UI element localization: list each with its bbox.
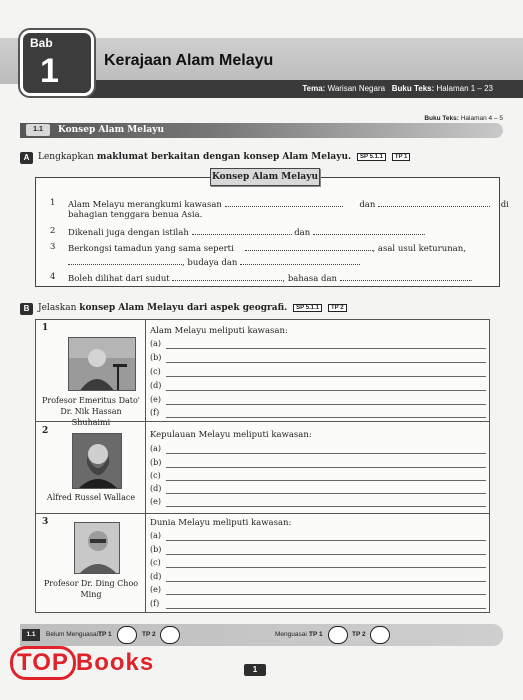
caption-line: Profesor Emeritus Dato' — [42, 396, 140, 405]
caption-line: Ming — [80, 590, 102, 599]
option-label: (a) — [150, 444, 162, 453]
textbook-reference — [424, 115, 503, 122]
q4-text-a: Boleh dilihat dari sudut — [68, 274, 170, 284]
tp2-label — [352, 631, 366, 638]
portrait-caption — [40, 578, 142, 600]
option-label: (c) — [150, 558, 161, 567]
tp2-checkbox[interactable] — [160, 626, 180, 644]
tp1-checkbox[interactable] — [328, 626, 348, 644]
q3-text-d: . — [358, 258, 361, 268]
option-label: (c) — [150, 471, 161, 480]
option-label: (b) — [150, 545, 162, 554]
option-label: (c) — [150, 367, 161, 376]
chapter-number: 1 — [40, 52, 59, 90]
answer-line[interactable] — [166, 567, 486, 568]
answer-blank[interactable] — [240, 256, 358, 265]
sp-tag: SP 5.1.1 — [357, 153, 386, 161]
portrait-image-icon — [73, 434, 122, 489]
portrait-caption — [40, 492, 142, 503]
sp-tag: SP 5.1.1 — [293, 304, 322, 312]
q1-text-a: Alam Melayu merangkumi kawasan — [68, 200, 222, 210]
answer-line[interactable] — [166, 506, 486, 507]
row-number: 2 — [42, 426, 49, 436]
tp2-text: TP 2 — [142, 631, 156, 638]
portrait-image-icon — [69, 338, 136, 391]
option-label: (e) — [150, 395, 161, 404]
q3-text-a: Berkongsi tamadun yang sama seperti — [68, 244, 234, 254]
caption-line: Alfred Russel Wallace — [46, 493, 136, 502]
tp2-label — [142, 631, 156, 638]
concept-box-title: Konsep Alam Melayu — [210, 168, 320, 186]
q3-text-c: , budaya dan — [182, 258, 238, 268]
answer-blank[interactable] — [313, 226, 423, 235]
caption-line: Dr. Nik Hassan Shuhaimi — [60, 407, 122, 427]
question-1-line-1 — [68, 198, 509, 210]
option-label: (b) — [150, 353, 162, 362]
section-a-instr-bold: maklumat berkaitan dengan konsep Alam Melayu. — [96, 152, 352, 162]
question-number: 4 — [50, 272, 56, 282]
row-heading: Alam Melayu meliputi kawasan: — [150, 326, 288, 336]
row-heading: Dunia Melayu meliputi kawasan: — [150, 518, 292, 528]
not-mastered-label: Belum Menguasai : — [46, 631, 102, 638]
question-number: 1 — [50, 198, 56, 208]
option-label: (b) — [150, 458, 162, 467]
option-label: (f) — [150, 408, 160, 417]
option-label: (d) — [150, 381, 162, 390]
section-b-instr-bold: konsep Alam Melayu dari aspek geografi. — [79, 303, 288, 313]
portrait-caption — [40, 395, 142, 428]
question-3-line-1 — [68, 242, 466, 254]
question-4-line — [68, 272, 472, 284]
portrait-image-icon — [75, 523, 120, 574]
answer-line[interactable] — [166, 493, 486, 494]
section-a-instruction — [38, 152, 410, 162]
section-b-instr-pre: Jelaskan — [38, 303, 80, 313]
tema-value: Warisan Negara — [327, 84, 386, 93]
option-label: (a) — [150, 339, 162, 348]
row-number: 1 — [42, 323, 49, 333]
section-b-label: B — [20, 303, 33, 315]
answer-line[interactable] — [166, 594, 486, 595]
buku-value: Halaman 1 – 23 — [436, 84, 493, 93]
caption-line: Profesor Dr. Ding Choo — [43, 579, 139, 588]
tp-tag: TP 1 — [392, 153, 411, 161]
tema-label: Tema: — [302, 84, 326, 93]
buku-label: Buku Teks: — [391, 84, 435, 93]
tp1-text: TP 1 — [309, 631, 323, 638]
q1-text-c: di — [500, 200, 509, 210]
mastery-section-number: 1.1 — [22, 629, 40, 641]
tp-tag: TP 2 — [328, 304, 347, 312]
page-number: 1 — [244, 664, 266, 676]
question-number: 2 — [50, 226, 56, 236]
answer-line[interactable] — [166, 467, 486, 468]
portrait-photo — [74, 522, 120, 574]
tp1-label — [98, 631, 112, 638]
q2-text-b: dan — [294, 228, 311, 238]
answer-line[interactable] — [166, 453, 486, 454]
option-label: (e) — [150, 497, 161, 506]
answer-line[interactable] — [166, 390, 486, 391]
answer-blank[interactable] — [192, 226, 292, 235]
topbooks-logo — [10, 646, 154, 680]
tp1-text: TP 1 — [98, 631, 112, 638]
answer-line[interactable] — [166, 362, 486, 363]
row-number: 3 — [42, 517, 49, 527]
q4-text-c: . — [469, 274, 473, 284]
logo-top: TOP — [10, 646, 76, 680]
ref-value: Halaman 4 – 5 — [460, 115, 503, 122]
section-a-label: A — [20, 152, 33, 164]
answer-line[interactable] — [166, 376, 486, 377]
logo-books: Books — [75, 649, 155, 676]
tp2-checkbox[interactable] — [370, 626, 390, 644]
q1-text-b: dan — [359, 200, 376, 210]
q4-text-b: , bahasa dan — [282, 274, 337, 284]
question-3-line-2 — [68, 256, 361, 268]
chapter-theme — [302, 84, 493, 93]
ref-label: Buku Teks: — [424, 115, 459, 122]
q2-text-c: . — [422, 228, 426, 238]
answer-blank[interactable] — [225, 198, 343, 207]
answer-blank[interactable] — [340, 272, 470, 281]
answer-line[interactable] — [166, 608, 486, 609]
portrait-photo — [68, 337, 136, 391]
tp2-text: TP 2 — [352, 631, 366, 638]
subsection-number: 1.1 — [26, 124, 50, 136]
question-number: 3 — [50, 242, 56, 252]
row-heading: Kepulauan Melayu meliputi kawasan: — [150, 430, 312, 440]
answer-blank[interactable] — [172, 272, 282, 281]
portrait-photo — [72, 433, 122, 489]
chapter-label: Bab — [30, 36, 53, 50]
answer-line[interactable] — [166, 554, 486, 555]
subsection-title: Konsep Alam Melayu — [58, 125, 164, 135]
answer-line[interactable] — [166, 480, 486, 481]
q3-text-b: , asal usul keturunan, — [372, 244, 466, 254]
answer-line[interactable] — [166, 404, 486, 405]
option-label: (d) — [150, 484, 162, 493]
tp1-checkbox[interactable] — [117, 626, 137, 644]
answer-blank[interactable] — [378, 198, 490, 207]
answer-line[interactable] — [166, 540, 486, 541]
answer-line[interactable] — [166, 581, 486, 582]
option-label: (d) — [150, 572, 162, 581]
question-2-line — [68, 226, 426, 238]
section-b-instruction — [38, 303, 347, 313]
answer-line[interactable] — [166, 348, 486, 349]
answer-line[interactable] — [166, 417, 486, 418]
option-label: (e) — [150, 585, 161, 594]
question-1-line-2: bahagian tenggara benua Asia. — [68, 210, 203, 220]
option-label: (f) — [150, 599, 160, 608]
section-a-instr-pre: Lengkapkan — [38, 152, 97, 162]
answer-blank[interactable] — [68, 256, 182, 265]
option-label: (a) — [150, 531, 162, 540]
table-column-divider — [145, 319, 146, 613]
q2-text-a: Dikenali juga dengan istilah — [68, 228, 189, 238]
mastered-label: Menguasai : — [275, 631, 311, 638]
table-row-divider — [35, 513, 490, 514]
tp1-label — [309, 631, 323, 638]
answer-blank[interactable] — [245, 242, 373, 251]
chapter-title: Kerajaan Alam Melayu — [104, 52, 274, 69]
